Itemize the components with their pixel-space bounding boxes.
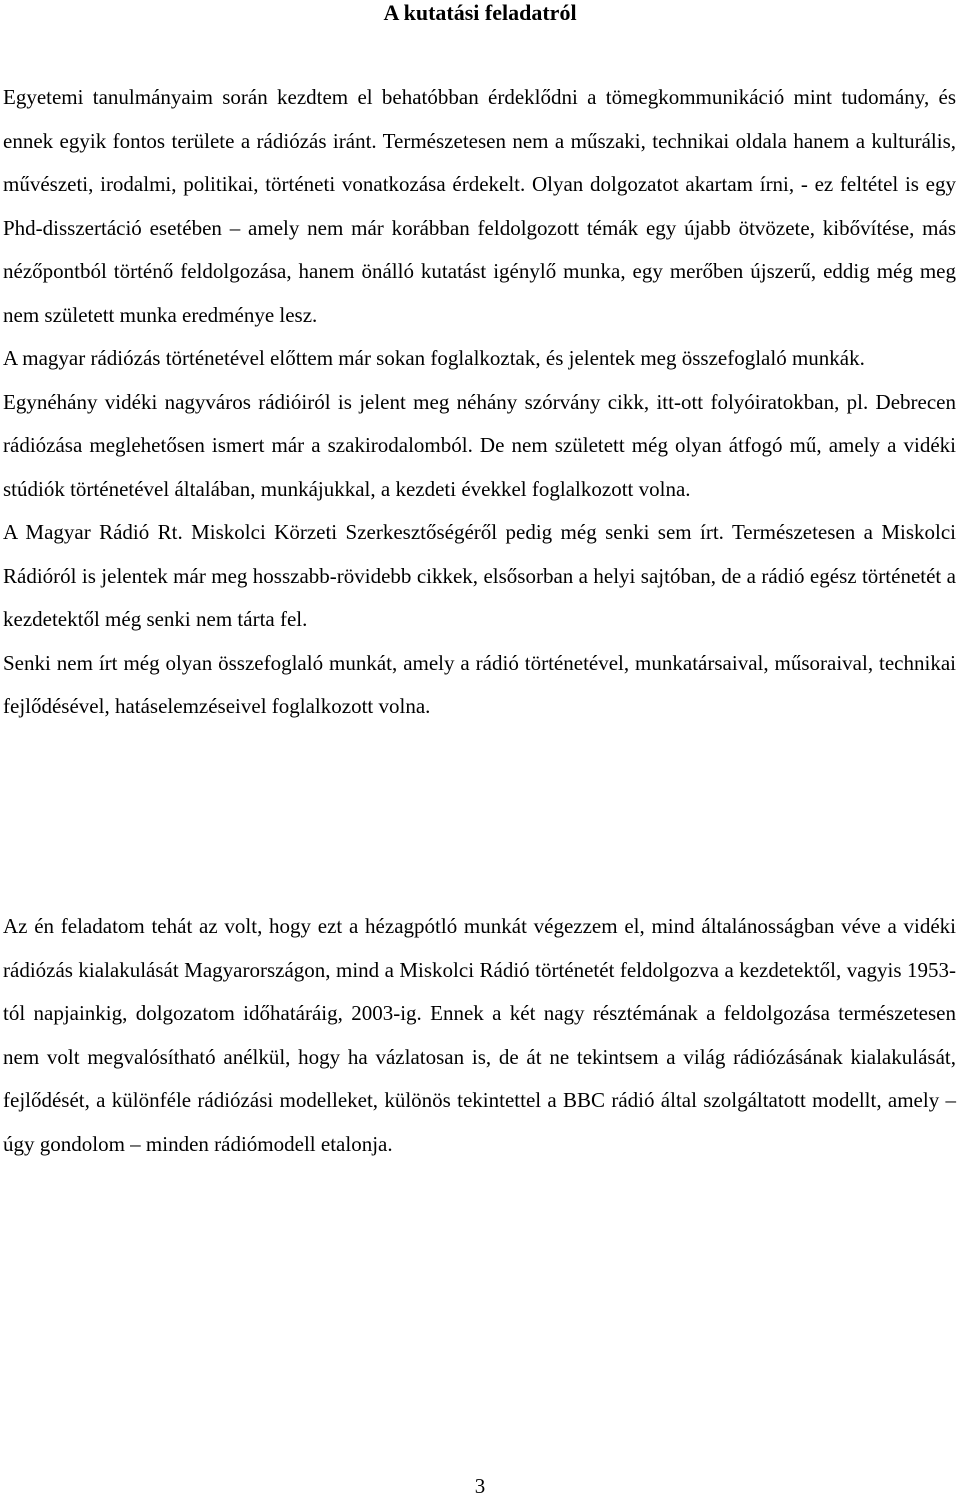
- text-block-intro: [3, 76, 956, 729]
- paragraph: Az én feladatom tehát az volt, hogy ezt a hézagpótló munkát végezzem el, mind általánosságban véve a vidéki rádiózás kialakulását Magyarországon, mind a Miskolci Rádió történetét feldolgozva a kezdetektől, vagyis 1953-tól napjainkig, dolgozatom időhatáráig, 2003-ig. Ennek a két nagy résztémának a feldolgozása természetesen nem volt megvalósítható anélkül, hogy ha vázlatosan is, de át ne tekintsem a világ rádiózásának kialakulását, fejlődését, a különféle rádiózási modelleket, különös tekintettel a BBC rádió által szolgáltatott modellt, amely – úgy gondolom – minden rádiómodell etalonja.: [3, 914, 956, 1156]
- page-title: A kutatási feladatról: [383, 0, 577, 25]
- paragraph: Egynéhány vidéki nagyváros rádióiról is jelent meg néhány szórvány cikk, itt-ott folyóiratokban, pl. Debrecen rádiózása meglehetősen ismert már a szakirodalomból. De nem született még olyan átfogó mű, amely a vidéki stúdiók történetével általában, munkájukkal, a kezdeti évekkel foglalkozott volna.: [3, 389, 956, 501]
- page-number: 3: [474, 1474, 486, 1498]
- paragraph: Egyetemi tanulmányaim során kezdtem el behatóbban érdeklődni a tömegkommunikáció mint tudomány, és ennek egyik fontos területe a rádiózás iránt. Természetesen nem a műszaki, technikai oldala hanem a kulturális, művészeti, irodalmi, politikai, történeti vonatkozása érdekelt. Olyan dolgozatot akartam írni, - ez feltétel is egy Phd-disszertáció esetében – amely nem már korábban feldolgozott témák egy újabb ötvözete, kibővítése, más nézőpontból történő feldolgozása, hanem önálló kutatást igénylő munka, egy merőben újszerű, eddig még meg nem született munka eredménye lesz.: [3, 85, 956, 327]
- paragraph: A magyar rádiózás történetével előttem már sokan foglalkoztak, és jelentek meg összefoglaló munkák.: [3, 346, 865, 370]
- paragraph: Senki nem írt még olyan összefoglaló munkát, amely a rádió történetével, munkatársaival, műsoraival, technikai fejlődésével, hatáselemzéseivel foglalkozott volna.: [3, 650, 956, 718]
- paragraph: A Magyar Rádió Rt. Miskolci Körzeti Szerkesztőségéről pedig még senki sem írt. Természetesen a Miskolci Rádióról is jelentek már meg hosszabb-rövidebb cikkek, elsősorban a helyi sajtóban, de a rádió egész történetét a kezdetektől még senki nem tárta fel.: [3, 520, 956, 631]
- text-block-task: [3, 905, 956, 1166]
